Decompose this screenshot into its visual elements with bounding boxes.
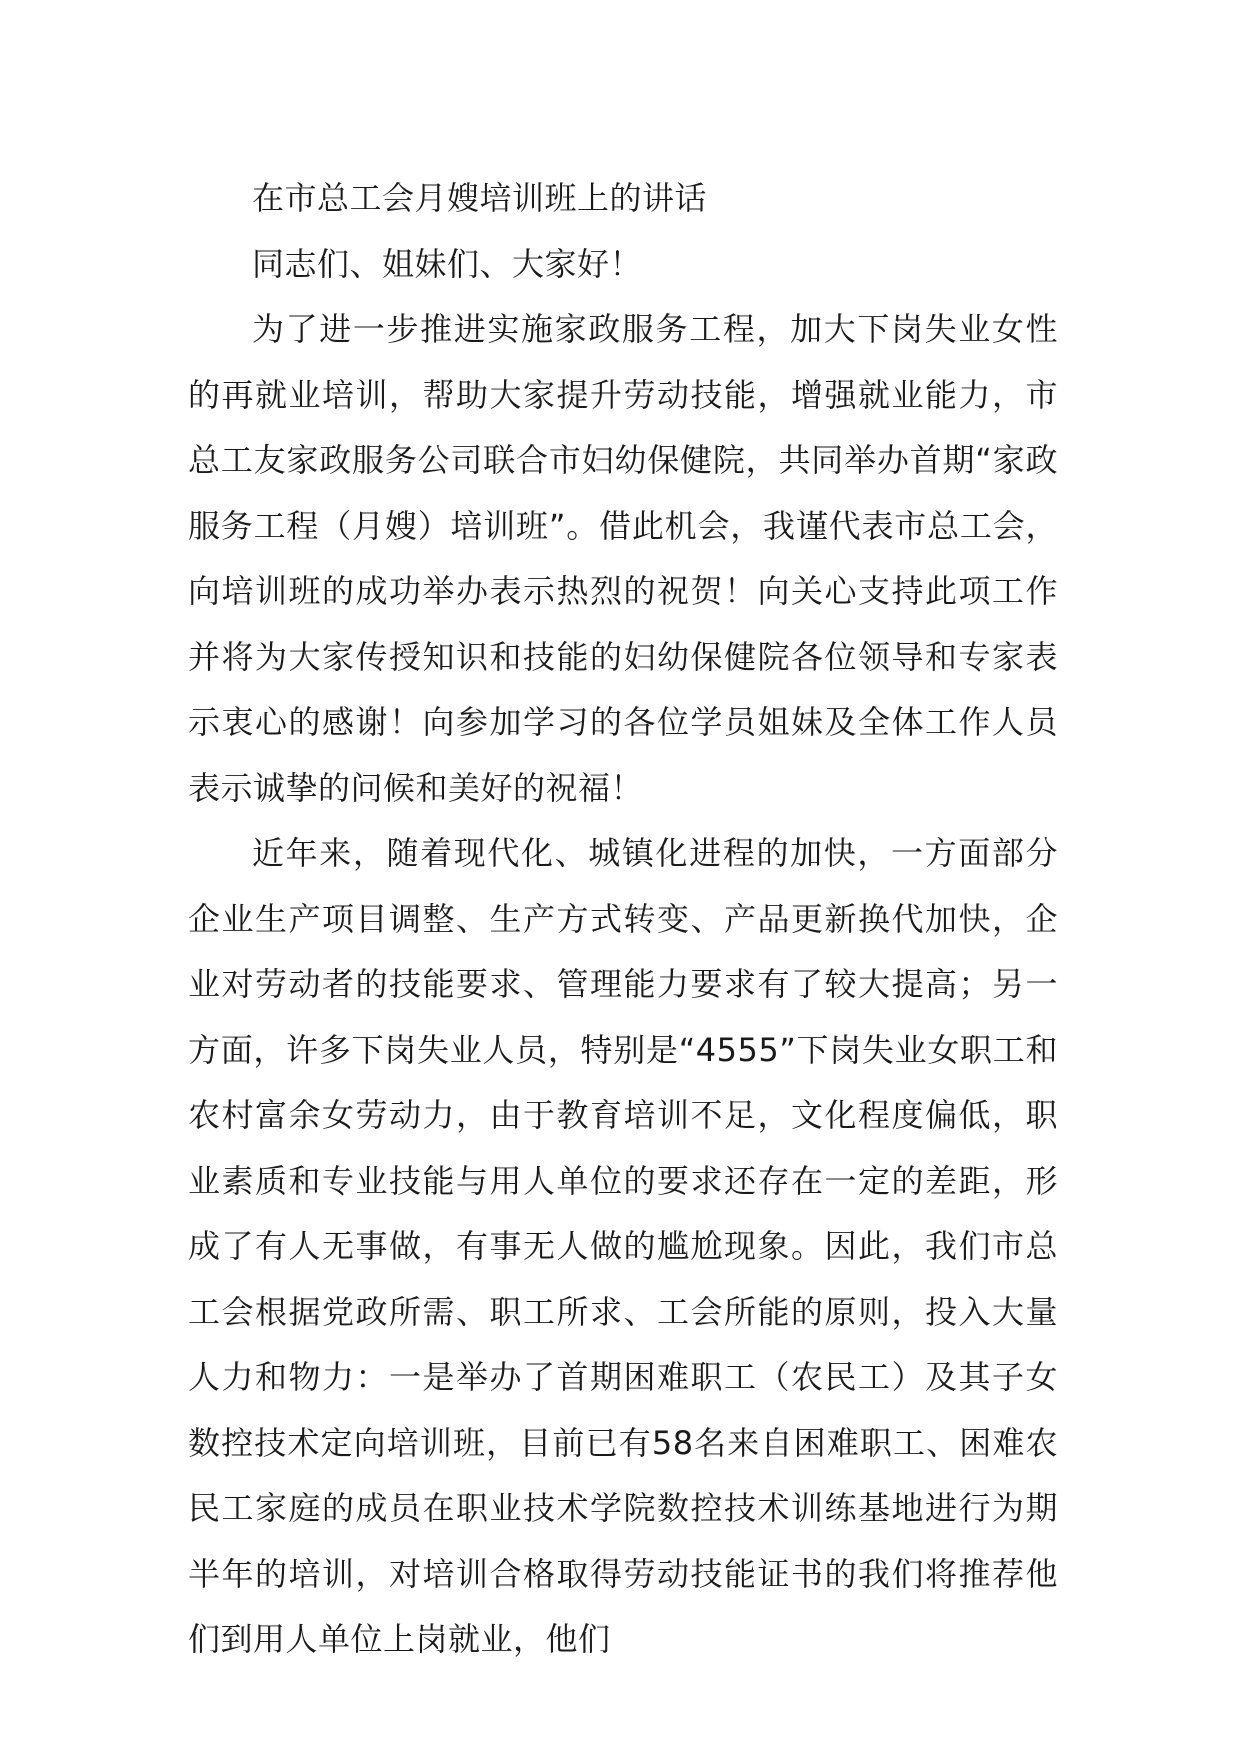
greeting-line: 同志们、姐妹们、大家好！ bbox=[252, 244, 643, 283]
document-body bbox=[188, 166, 1058, 1673]
document-title: 在市总工会月嫂培训班上的讲话 bbox=[252, 179, 708, 217]
paragraph-2: 近年来，随着现代化、城镇化进程的加快，一方面部分企业生产项目调整、生产方式转变、产品更新换代加快，企业对劳动者的技能要求、管理能力要求有了较大提高；另一方面，许多下岗失业人员，特别是“4555”下岗失业女职工和农村富余女劳动力，由于教育培训不足，文化程度偏低，职业素质和专业技能与用人单位的要求还存在一定的差距，形成了有人无事做，有事无人做的尴尬现象。因此，我们市总工会根据党政所需、职工所求、工会所能的原则，投入大量人力和物力：一是举办了首期困难职工（农民工）及其子女数控技术定向培训班，目前已有58名来自困难职工、困难农民工家庭的成员在职业技术学院数控技术训练基地进行为期半年的培训，对培训合格取得劳动技能证书的我们将推荐他们到用人单位上岗就业，他们 bbox=[188, 834, 1058, 1658]
paragraph-1: 为了进一步推进实施家政服务工程，加大下岗失业女性的再就业培训，帮助大家提升劳动技能，增强就业能力，市总工友家政服务公司联合市妇幼保健院，共同举办首期“家政服务工程（月嫂）培训班”。借此机会，我谨代表市总工会，向培训班的成功举办表示热烈的祝贺！向关心支持此项工作并将为大家传授知识和技能的妇幼保健院各位领导和专家表示衷心的感谢！向参加学习的各位学员姐妹及全体工作人员表示诚挚的问候和美好的祝福！ bbox=[188, 310, 1058, 807]
